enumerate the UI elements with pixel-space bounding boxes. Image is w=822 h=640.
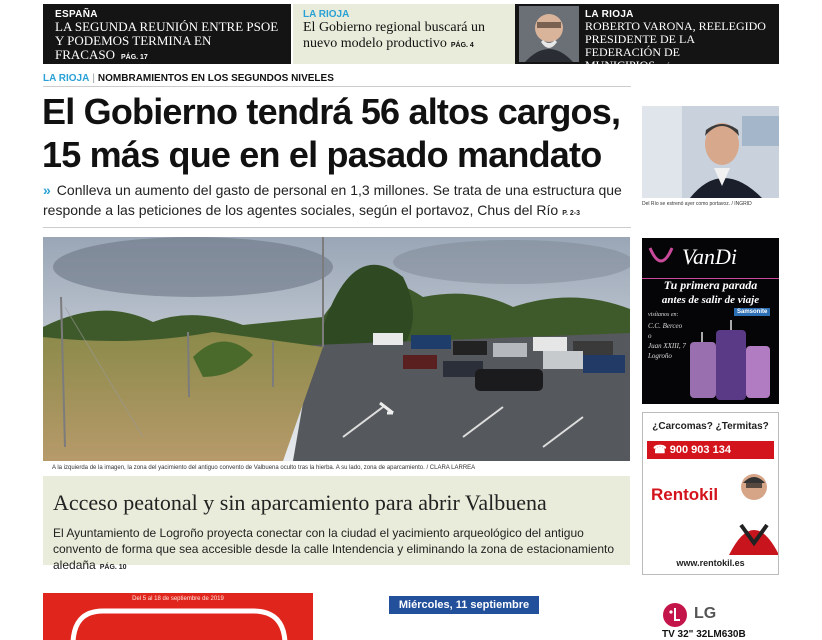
portrait-caption: Del Río se estrenó ayer como portavoz. / INGRID: [642, 201, 752, 207]
portavoz-photo: [642, 106, 779, 198]
lg-ad[interactable]: [642, 598, 779, 640]
vandi-address: visítanos en:: [648, 312, 679, 318]
promo-dates: Del 5 al 18 de septiembre de 2019: [132, 596, 224, 602]
vandi-brand: VanDi: [682, 244, 737, 269]
samsonite-tag: Samsonite: [734, 308, 770, 316]
rentokil-ad[interactable]: [642, 412, 779, 575]
teaser-espana[interactable]: [43, 4, 291, 64]
teaser-page: PÁG. 4: [450, 42, 474, 49]
promo-ad[interactable]: [43, 593, 313, 640]
suitcases-image: [686, 320, 776, 404]
vandi-address: Juan XXIII, 7: [648, 342, 686, 350]
teaser-rioja-varona[interactable]: [515, 4, 779, 72]
vandi-slogan: Tu primera parada: [663, 278, 758, 292]
kicker-region: LA RIOJA: [43, 73, 90, 84]
divider: [43, 86, 631, 87]
varona-photo: [519, 6, 579, 62]
double-chevron-icon: »: [43, 182, 51, 198]
teaser-headline: ROBERTO VARONA, REELEGIDO PRESIDENTE DE LA FEDERACIÓN DE MUNICIPIOS PÁG. 7: [585, 19, 766, 72]
vandi-logo-icon: [646, 244, 676, 274]
kicker-topic: NOMBRAMIENTOS EN LOS SEGUNDOS NIVELES: [97, 73, 334, 84]
vandi-ad[interactable]: [642, 238, 779, 404]
teaser-page: PÁG. 17: [120, 54, 148, 61]
feature-body: El Ayuntamiento de Logroño proyecta conectar con la ciudad el yacimiento arqueológico del antiguo convento de forma que sea accesible desde la calle Intendencia y eliminando la zona de estacionamiento aledaña PÁG. 10: [53, 526, 615, 572]
page-ref: PÁG. 10: [99, 564, 127, 571]
teaser-section: LA RIOJA: [585, 9, 634, 20]
vandi-slogan: antes de salir de viaje: [661, 294, 760, 306]
lg-brand: LG: [694, 605, 717, 622]
teaser-rioja-gobierno[interactable]: [293, 4, 515, 64]
rentokil-brand: Rentokil: [651, 485, 719, 504]
main-headline[interactable]: [42, 90, 642, 176]
vandi-address: C.C. Berceo: [648, 322, 683, 330]
vandi-address: Logroño: [648, 352, 672, 360]
teaser-headline: LA SEGUNDA REUNIÓN ENTRE PSOE Y PODEMOS TERMINA EN FRACASO PÁG. 17: [55, 19, 279, 62]
headline-line: 15 más que en el pasado mandato: [42, 134, 602, 175]
phone-number: ☎ 900 903 134: [653, 444, 731, 456]
feature-story[interactable]: [43, 476, 630, 572]
teaser-headline: El Gobierno regional buscará un nuevo modelo productivo PÁG. 4: [303, 20, 485, 51]
rentokil-question: ¿Carcomas? ¿Termitas?: [652, 421, 769, 432]
rentokil-url[interactable]: www.rentokil.es: [676, 558, 745, 568]
headline-line: El Gobierno tendrá 56 altos cargos,: [42, 91, 621, 132]
technician-photo: [729, 465, 779, 555]
parking-photo: [43, 237, 630, 461]
teaser-page: PÁG. 7: [661, 64, 684, 71]
subheadline: » Conlleva un aumento del gasto de personal en 1,3 millones. Se trata de una estructura que responde a las peticiones de los agentes sociales, según el portavoz, Chus del Río P. 2-3: [43, 182, 622, 218]
phone-icon: ☎: [653, 444, 667, 456]
page-ref: P. 2-3: [562, 210, 580, 217]
photo-caption: A la izquierda de la imagen, la zona del yacimiento del antiguo convento de Valbuena oculto tras la hierba. A su lado, zona de aparcamiento. / CLARA LARREA: [52, 465, 476, 471]
feature-title: Acceso peatonal y sin aparcamiento para abrir Valbuena: [53, 490, 547, 515]
teaser-section: ESPAÑA: [55, 9, 98, 20]
date-badge: Miércoles, 11 septiembre: [389, 596, 539, 614]
vandi-address: o: [648, 332, 652, 340]
promo-graphic: [63, 605, 293, 640]
divider: [43, 227, 631, 228]
lg-logo-icon: [662, 602, 688, 628]
lg-model: TV 32" 32LM630B: [662, 629, 746, 640]
teaser-section: LA RIOJA: [303, 9, 350, 20]
section-kicker: LA RIOJA | NOMBRAMIENTOS EN LOS SEGUNDOS NIVELES: [43, 73, 334, 84]
